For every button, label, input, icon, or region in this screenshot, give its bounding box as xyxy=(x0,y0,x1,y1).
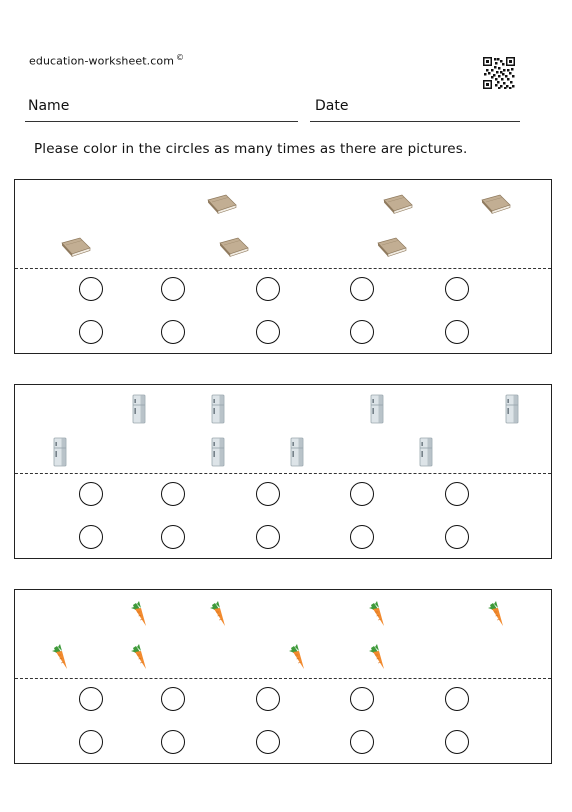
answer-circle[interactable] xyxy=(79,687,103,711)
carrot-icon xyxy=(367,600,387,632)
refrigerator-icon xyxy=(211,437,225,471)
answer-circle[interactable] xyxy=(445,687,469,711)
answer-circle[interactable] xyxy=(445,320,469,344)
answer-circle[interactable] xyxy=(256,525,280,549)
refrigerator-icon xyxy=(132,394,146,428)
exercise-refrigerators xyxy=(14,384,552,559)
refrigerator-icon xyxy=(211,394,225,428)
answer-circle[interactable] xyxy=(256,320,280,344)
answer-circle[interactable] xyxy=(79,730,103,754)
answer-circle[interactable] xyxy=(79,320,103,344)
answer-circle[interactable] xyxy=(445,525,469,549)
date-field-line[interactable] xyxy=(310,121,520,122)
answer-circle[interactable] xyxy=(161,687,185,711)
refrigerator-icon xyxy=(53,437,67,471)
answer-circle[interactable] xyxy=(350,687,374,711)
exercise-carrots xyxy=(14,589,552,764)
divider-line xyxy=(15,473,551,474)
instruction-text: Please color in the circles as many times as there are pictures. xyxy=(34,141,468,157)
answer-circle[interactable] xyxy=(256,482,280,506)
answer-circle[interactable] xyxy=(350,277,374,301)
answer-circle[interactable] xyxy=(350,482,374,506)
divider-line xyxy=(15,268,551,269)
answer-circle[interactable] xyxy=(161,525,185,549)
answer-circle[interactable] xyxy=(161,277,185,301)
answer-circle[interactable] xyxy=(161,730,185,754)
book-icon xyxy=(480,193,512,219)
book-icon xyxy=(206,193,238,219)
date-label: Date xyxy=(315,98,349,114)
name-field-line[interactable] xyxy=(25,121,298,122)
answer-circle[interactable] xyxy=(79,482,103,506)
answer-circle[interactable] xyxy=(256,687,280,711)
exercise-books xyxy=(14,179,552,354)
answer-circle[interactable] xyxy=(161,482,185,506)
answer-circle[interactable] xyxy=(350,525,374,549)
carrot-icon xyxy=(486,600,506,632)
book-icon xyxy=(382,193,414,219)
name-label: Name xyxy=(28,98,70,114)
qr-code-icon xyxy=(483,57,515,89)
refrigerator-icon xyxy=(419,437,433,471)
copyright-symbol: © xyxy=(176,53,185,62)
carrot-icon xyxy=(367,643,387,675)
carrot-icon xyxy=(208,600,228,632)
answer-circle[interactable] xyxy=(445,730,469,754)
carrot-icon xyxy=(50,643,70,675)
refrigerator-icon xyxy=(370,394,384,428)
carrot-icon xyxy=(129,643,149,675)
refrigerator-icon xyxy=(290,437,304,471)
answer-circle[interactable] xyxy=(161,320,185,344)
answer-circle[interactable] xyxy=(79,277,103,301)
site-url: education-worksheet.com © xyxy=(29,53,185,68)
divider-line xyxy=(15,678,551,679)
answer-circle[interactable] xyxy=(256,277,280,301)
book-icon xyxy=(218,236,250,262)
answer-circle[interactable] xyxy=(79,525,103,549)
refrigerator-icon xyxy=(505,394,519,428)
book-icon xyxy=(376,236,408,262)
carrot-icon xyxy=(129,600,149,632)
answer-circle[interactable] xyxy=(445,277,469,301)
answer-circle[interactable] xyxy=(445,482,469,506)
answer-circle[interactable] xyxy=(350,320,374,344)
book-icon xyxy=(60,236,92,262)
answer-circle[interactable] xyxy=(350,730,374,754)
carrot-icon xyxy=(287,643,307,675)
answer-circle[interactable] xyxy=(256,730,280,754)
